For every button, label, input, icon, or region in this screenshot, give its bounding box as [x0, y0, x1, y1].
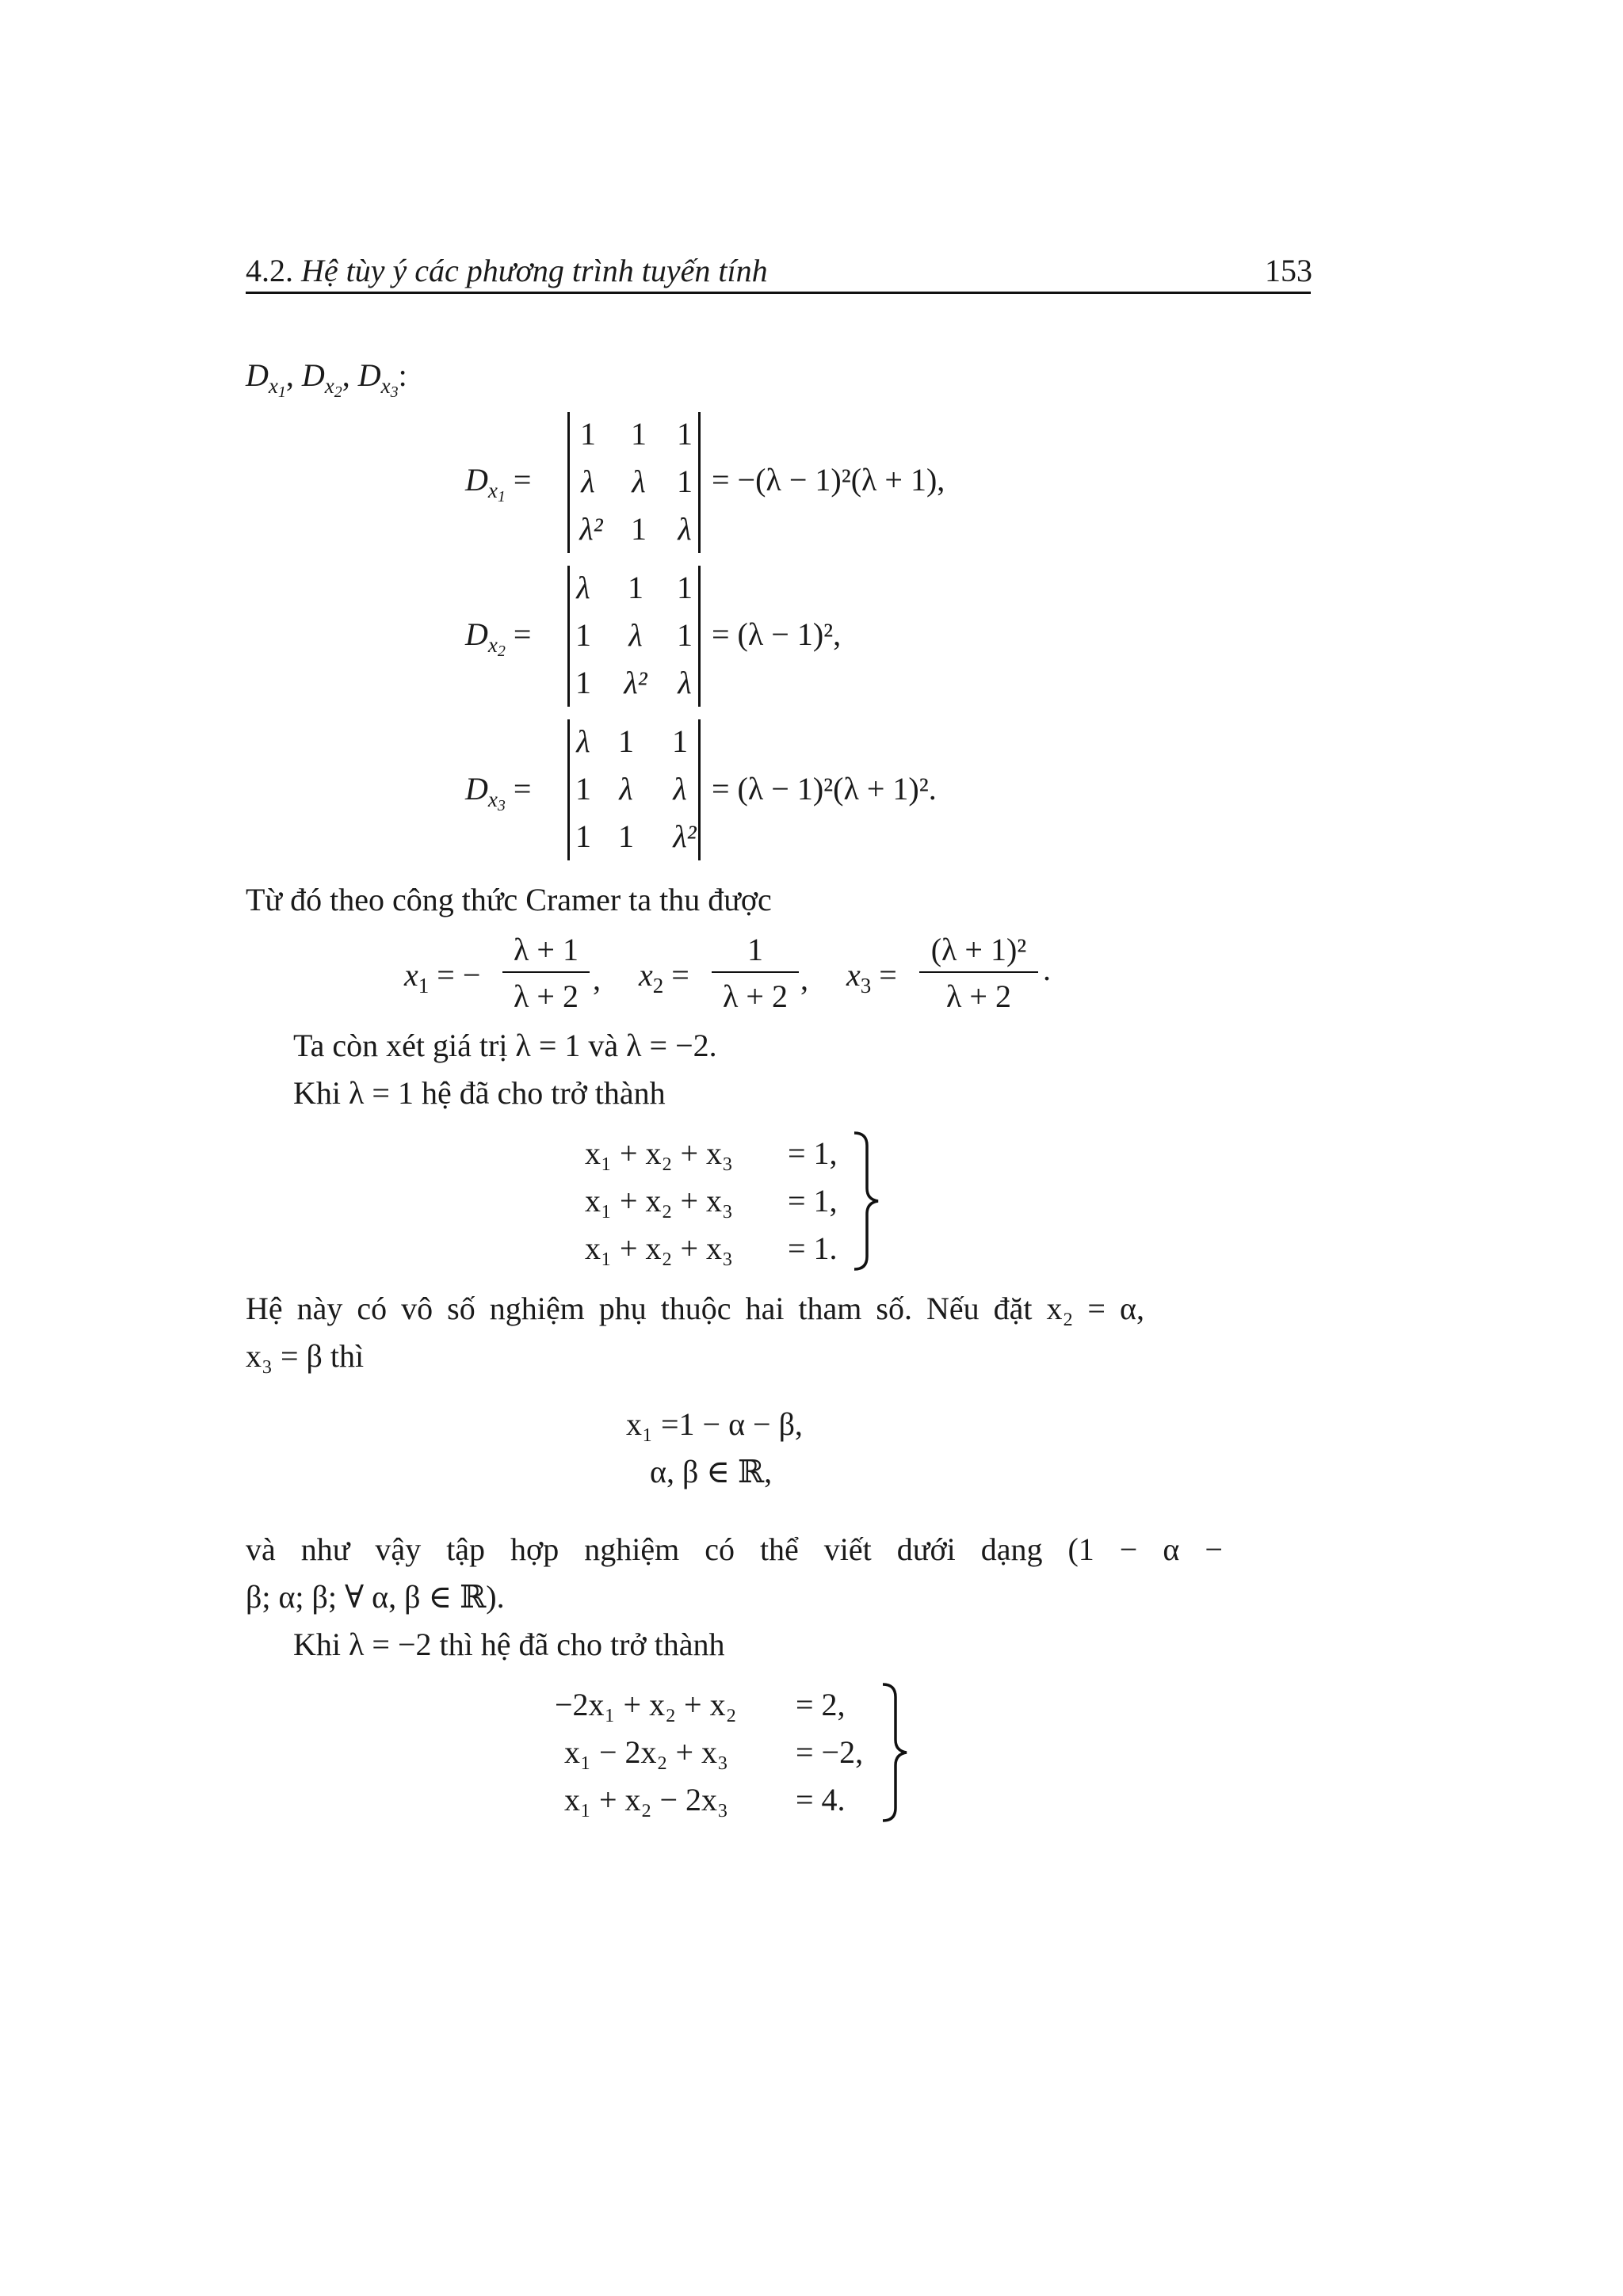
- det3-cell: 1: [575, 818, 591, 854]
- x1-fraction-line: [502, 971, 590, 973]
- det2-label: $D_{x_2}$ =: [465, 616, 532, 660]
- det3-result: = (λ − 1)²(λ + 1)².: [712, 771, 937, 807]
- system2-rhs: = 4.: [796, 1782, 846, 1817]
- det3-cell: λ: [673, 771, 687, 807]
- det2-cell: 1: [677, 617, 693, 653]
- det3-cell: 1: [672, 723, 688, 759]
- x3-label: $x_3$ =: [846, 957, 897, 997]
- para-infinite-solutions: Hệ này có vô số nghiệm phụ thuộc hai tham số. Nếu đặt x₂ = α,: [246, 1291, 1144, 1326]
- intro-line: $D_{x_1}$, $D_{x_2}$, $D_{x_3}$:: [246, 357, 407, 401]
- x2-label: $x_2$ =: [639, 957, 689, 997]
- det1-label: $D_{x_1}$ =: [465, 462, 532, 505]
- det3-cell: 1: [618, 723, 634, 759]
- det1-cell: 1: [677, 463, 693, 499]
- det1-cell: 1: [677, 416, 693, 452]
- system2-lhs: −2x₁ + x₂ + x₂: [555, 1687, 737, 1722]
- det3-cell: λ: [576, 723, 590, 759]
- system2-rhs: = 2,: [796, 1687, 846, 1722]
- det1-cell: 1: [631, 416, 647, 452]
- system1-rhs: = 1.: [788, 1230, 838, 1266]
- para-solution-set: và như vậy tập hợp nghiệm có thể viết dưới dạng (1 − α −: [246, 1531, 1223, 1567]
- running-header: [246, 247, 768, 295]
- section-title: Hệ tùy ý các phương trình tuyến tính: [301, 253, 768, 288]
- para-lambda-1: Khi λ = 1 hệ đã cho trở thành: [293, 1075, 666, 1111]
- param-domain: α, β ∈ ℝ,: [650, 1454, 773, 1489]
- comma: ,: [593, 961, 601, 997]
- det1-cell: λ: [581, 463, 595, 499]
- det2-cell: λ: [678, 665, 692, 700]
- period: .: [1043, 952, 1051, 987]
- system2-rhs: = −2,: [796, 1734, 864, 1770]
- det2-cell: λ: [628, 617, 643, 653]
- system1-lhs: x₁ + x₂ + x₃: [585, 1230, 733, 1266]
- header-rule: [246, 292, 1311, 294]
- det2-result: = (λ − 1)²,: [712, 616, 842, 652]
- det1-cell: 1: [631, 511, 647, 547]
- comma: ,: [800, 961, 808, 997]
- det3-label: $D_{x_3}$ =: [465, 771, 532, 814]
- para-infinite-solutions-cont: x₃ = β thì: [246, 1338, 365, 1374]
- para-values: Ta còn xét giá trị λ = 1 và λ = −2.: [293, 1028, 717, 1063]
- det3-cell: λ: [619, 771, 633, 807]
- right-brace-icon: [851, 1130, 883, 1272]
- x3-fraction-line: [919, 971, 1038, 973]
- x1-label: $x_1$ = −: [404, 957, 481, 997]
- para-lambda-minus-2: Khi λ = −2 thì hệ đã cho trở thành: [293, 1627, 725, 1662]
- x3-numerator: (λ + 1)²: [930, 932, 1027, 967]
- system1-lhs: x₁ + x₂ + x₃: [585, 1135, 733, 1171]
- system2-lhs: x₁ − 2x₂ + x₃: [564, 1734, 728, 1770]
- para-solution-set-cont: β; α; β; ∀ α, β ∈ ℝ).: [246, 1579, 505, 1615]
- system1-lhs: x₁ + x₂ + x₃: [585, 1183, 733, 1219]
- det1-result: = −(λ − 1)²(λ + 1),: [712, 462, 945, 498]
- det2-cell: 1: [575, 665, 591, 700]
- right-brace-icon: [880, 1681, 911, 1824]
- x1-denominator: λ + 2: [514, 978, 579, 1014]
- det3-cell: 1: [575, 771, 591, 807]
- system2-lhs: x₁ + x₂ − 2x₃: [564, 1782, 728, 1817]
- det2-cell: λ: [576, 570, 590, 605]
- det2-cell: 1: [628, 570, 643, 605]
- page-number: 153: [1265, 253, 1312, 288]
- x3-denominator: λ + 2: [946, 978, 1011, 1014]
- system1-rhs: = 1,: [788, 1183, 838, 1219]
- section-number: 4.2.: [246, 253, 293, 288]
- det2-cell: 1: [677, 570, 693, 605]
- det1-cell: λ: [678, 511, 692, 547]
- system1-rhs: = 1,: [788, 1135, 838, 1171]
- det1-cell: λ²: [579, 511, 603, 547]
- det3-cell: λ²: [673, 818, 697, 854]
- x2-denominator: λ + 2: [723, 978, 788, 1014]
- param-x1: x₁ =1 − α − β,: [626, 1406, 803, 1442]
- x2-numerator: 1: [747, 932, 763, 967]
- det2-cell: λ²: [624, 665, 647, 700]
- cramer-text: Từ đó theo công thức Cramer ta thu được: [246, 882, 772, 917]
- det2-cell: 1: [575, 617, 591, 653]
- x2-fraction-line: [712, 971, 799, 973]
- det1-cell: λ: [632, 463, 646, 499]
- x1-numerator: λ + 1: [514, 932, 579, 967]
- det3-cell: 1: [618, 818, 634, 854]
- det1-cell: 1: [580, 416, 596, 452]
